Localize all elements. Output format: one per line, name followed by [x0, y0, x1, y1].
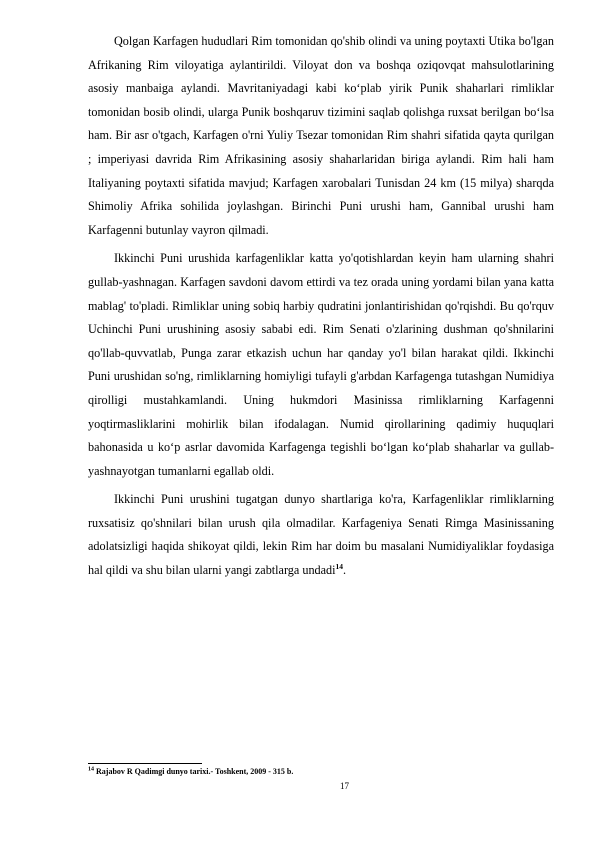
- paragraph-3: Ikkinchi Puni urushini tugatgan dunyo shartlariga ko'ra, Karfagenliklar rimliklarning ruxsatisiz qo'shnilari bilan urush qila olmadilar. Karfageniya Senati Rimga Masinissaning adolatsizligi haqida shikoyat qildi, lekin Rim har doim bu masalani Numidiyaliklar foydasiga hal qildi va shu bilan ularni yangi zabtlarga undadi$^{14}$.: [88, 492, 554, 578]
- footnote: [88, 767, 554, 777]
- paragraph-3-text: Ikkinchi Puni urushini tugatgan dunyo shartlariga ko'ra, Karfagenliklar rimliklarning ruxsatisiz qo'shnilari bilan urush qila olmadilar. Karfageniya Senati Rimga Masinissaning adolatsizligi haqida shikoyat qildi, lekin Rim har doim bu masalani Numidiyaliklar foydasiga hal qildi va shu bilan ularni yangi zabtlarga undadi: [88, 492, 554, 578]
- footnote-text: Rajabov R Qadimgi dunyo tarixi.- Toshkent, 2009 - 315 b.: [96, 767, 294, 776]
- page-number: 17: [340, 781, 349, 791]
- footnote-reference[interactable]: 14: [335, 562, 344, 571]
- paragraph-2: [88, 247, 554, 483]
- footnote-marker: 14: [88, 766, 94, 773]
- body-text: [88, 30, 554, 583]
- paragraph-2-text: Ikkinchi Puni urushida karfagenliklar katta yo'qotishlardan keyin ham ularning shahri gullab-yashnagan. Karfagen savdoni davom ettirdi va tez orada uning yordami bilan yana katta mablag' to'pladi. Rimliklar uning sobiq harbiy qudratini jonlantirishidan qo'rqishdi. Bu qo'rquv Uchinchi Puni urushining asosiy sababi edi. Rim Senati o'zlarining dushman qo'shnilarini qo'llab-quvvatlab, Punga zarar etkazish uchun har qanday yo'l bilan harakat qildi. Ikkinchi Puni urushidan so'ng, rimliklarning homiyligi tufayli g'arbdan Karfagenga tutashgan Numidiya qirolligi mustahkamlandi. Uning hukmdori Masinissa rimliklarning Karfagenni yoqtirmasliklarini mohirlik bilan ifodalagan. Numid qirollarining qadimiy huquqlari bahonasida u koʻp asrlar davomida Karfagenga tegishli boʻlgan koʻplab shaharlar va gullab-yashnayotgan tumanlarni egallab oldi.: [88, 251, 554, 478]
- paragraph-1: [88, 30, 554, 242]
- paragraph-1-text: Qolgan Karfagen hududlari Rim tomonidan qo'shib olindi va uning poytaxti Utika bo'lgan Afrikaning Rim viloyatiga aylantirildi. Viloyat don va boshqa oziqovqat mahsulotlarining asosiy manbaiga aylandi. Mavritaniyadagi kabi koʻplab yirik Punik shaharlari rimliklar tomonidan bosib olindi, ularga Punik boshqaruv tizimini saqlab qolishga ruxsat berilgan boʻlsa ham. Bir asr o'tgach, Karfagen o'rni Yuliy Tsezar tomonidan Rim shahri sifatida qayta qurilgan ; imperiyasi davrida Rim Afrikasining asosiy shaharlaridan biriga aylandi. Rim hali ham Italiyaning poytaxti sifatida mavjud; Karfagen xarobalari Tunisdan 24 km (15 milya) sharqda Shimoliy Afrika sohilida joylashgan. Birinchi Puni urushi ham, Gannibal urushi ham Karfagenni butunlay vayron qilmadi.: [88, 34, 554, 237]
- footnote-divider: [88, 763, 202, 764]
